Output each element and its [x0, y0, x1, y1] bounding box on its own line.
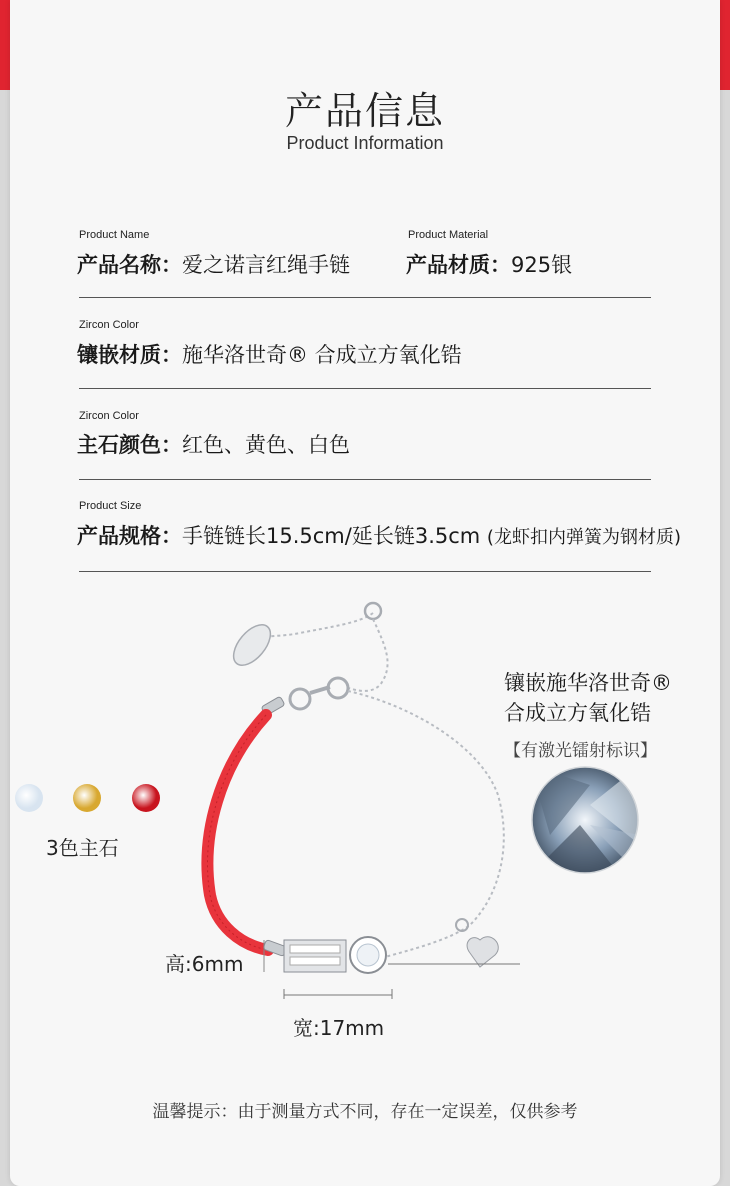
product-name-en-label: Product Name [79, 229, 150, 241]
red-gem-icon [132, 784, 160, 812]
product-material-en-label: Product Material [408, 229, 489, 241]
height-dimension: 高:6mm [165, 952, 244, 976]
product-material-value: 925银 [511, 253, 573, 277]
laser-mark-label: 【有激光镭射标识】 [504, 741, 657, 761]
divider [79, 571, 651, 572]
size-label: 产品规格： [77, 524, 182, 548]
gem-count-label: 3色主石 [46, 836, 119, 860]
size-extra: (龙虾扣内弹簧为钢材质) [486, 527, 681, 548]
inlay-value: 施华洛世奇® 合成立方氧化锆 [182, 343, 462, 367]
size-en-label: Product Size [79, 500, 142, 512]
color-label: 主石颜色： [77, 433, 182, 457]
content-card [10, 0, 720, 1186]
yellow-gem-icon [73, 784, 101, 812]
feature-line-2: 合成立方氧化锆 [504, 701, 651, 725]
width-dimension: 宽:17mm [293, 1016, 385, 1040]
color-row [77, 429, 350, 459]
product-material-row [406, 249, 572, 279]
product-name-label: 产品名称： [77, 253, 182, 277]
divider [79, 388, 651, 389]
product-material-label: 产品材质： [406, 253, 511, 277]
size-row [77, 520, 681, 550]
divider [79, 297, 651, 298]
feature-line-1: 镶嵌施华洛世奇® [504, 671, 672, 695]
bracelet-image [180, 595, 520, 1005]
product-name-value: 爱之诺言红绳手链 [182, 253, 350, 277]
color-en-label: Zircon Color [79, 410, 139, 422]
inlay-row [77, 339, 462, 369]
page-subtitle: Product Information [286, 133, 444, 153]
inlay-label: 镶嵌材质： [77, 343, 182, 367]
size-value: 手链链长15.5cm/延长链3.5cm [182, 524, 481, 548]
crystal-closeup-image [530, 765, 640, 875]
divider [79, 479, 651, 480]
product-name-row [77, 249, 350, 279]
measurement-note: 温馨提示：由于测量方式不同，存在一定误差，仅供参考 [152, 1102, 578, 1122]
page-title: 产品信息 [284, 89, 445, 133]
inlay-en-label: Zircon Color [79, 319, 139, 331]
color-value: 红色、黄色、白色 [182, 433, 350, 457]
white-gem-icon [15, 784, 43, 812]
